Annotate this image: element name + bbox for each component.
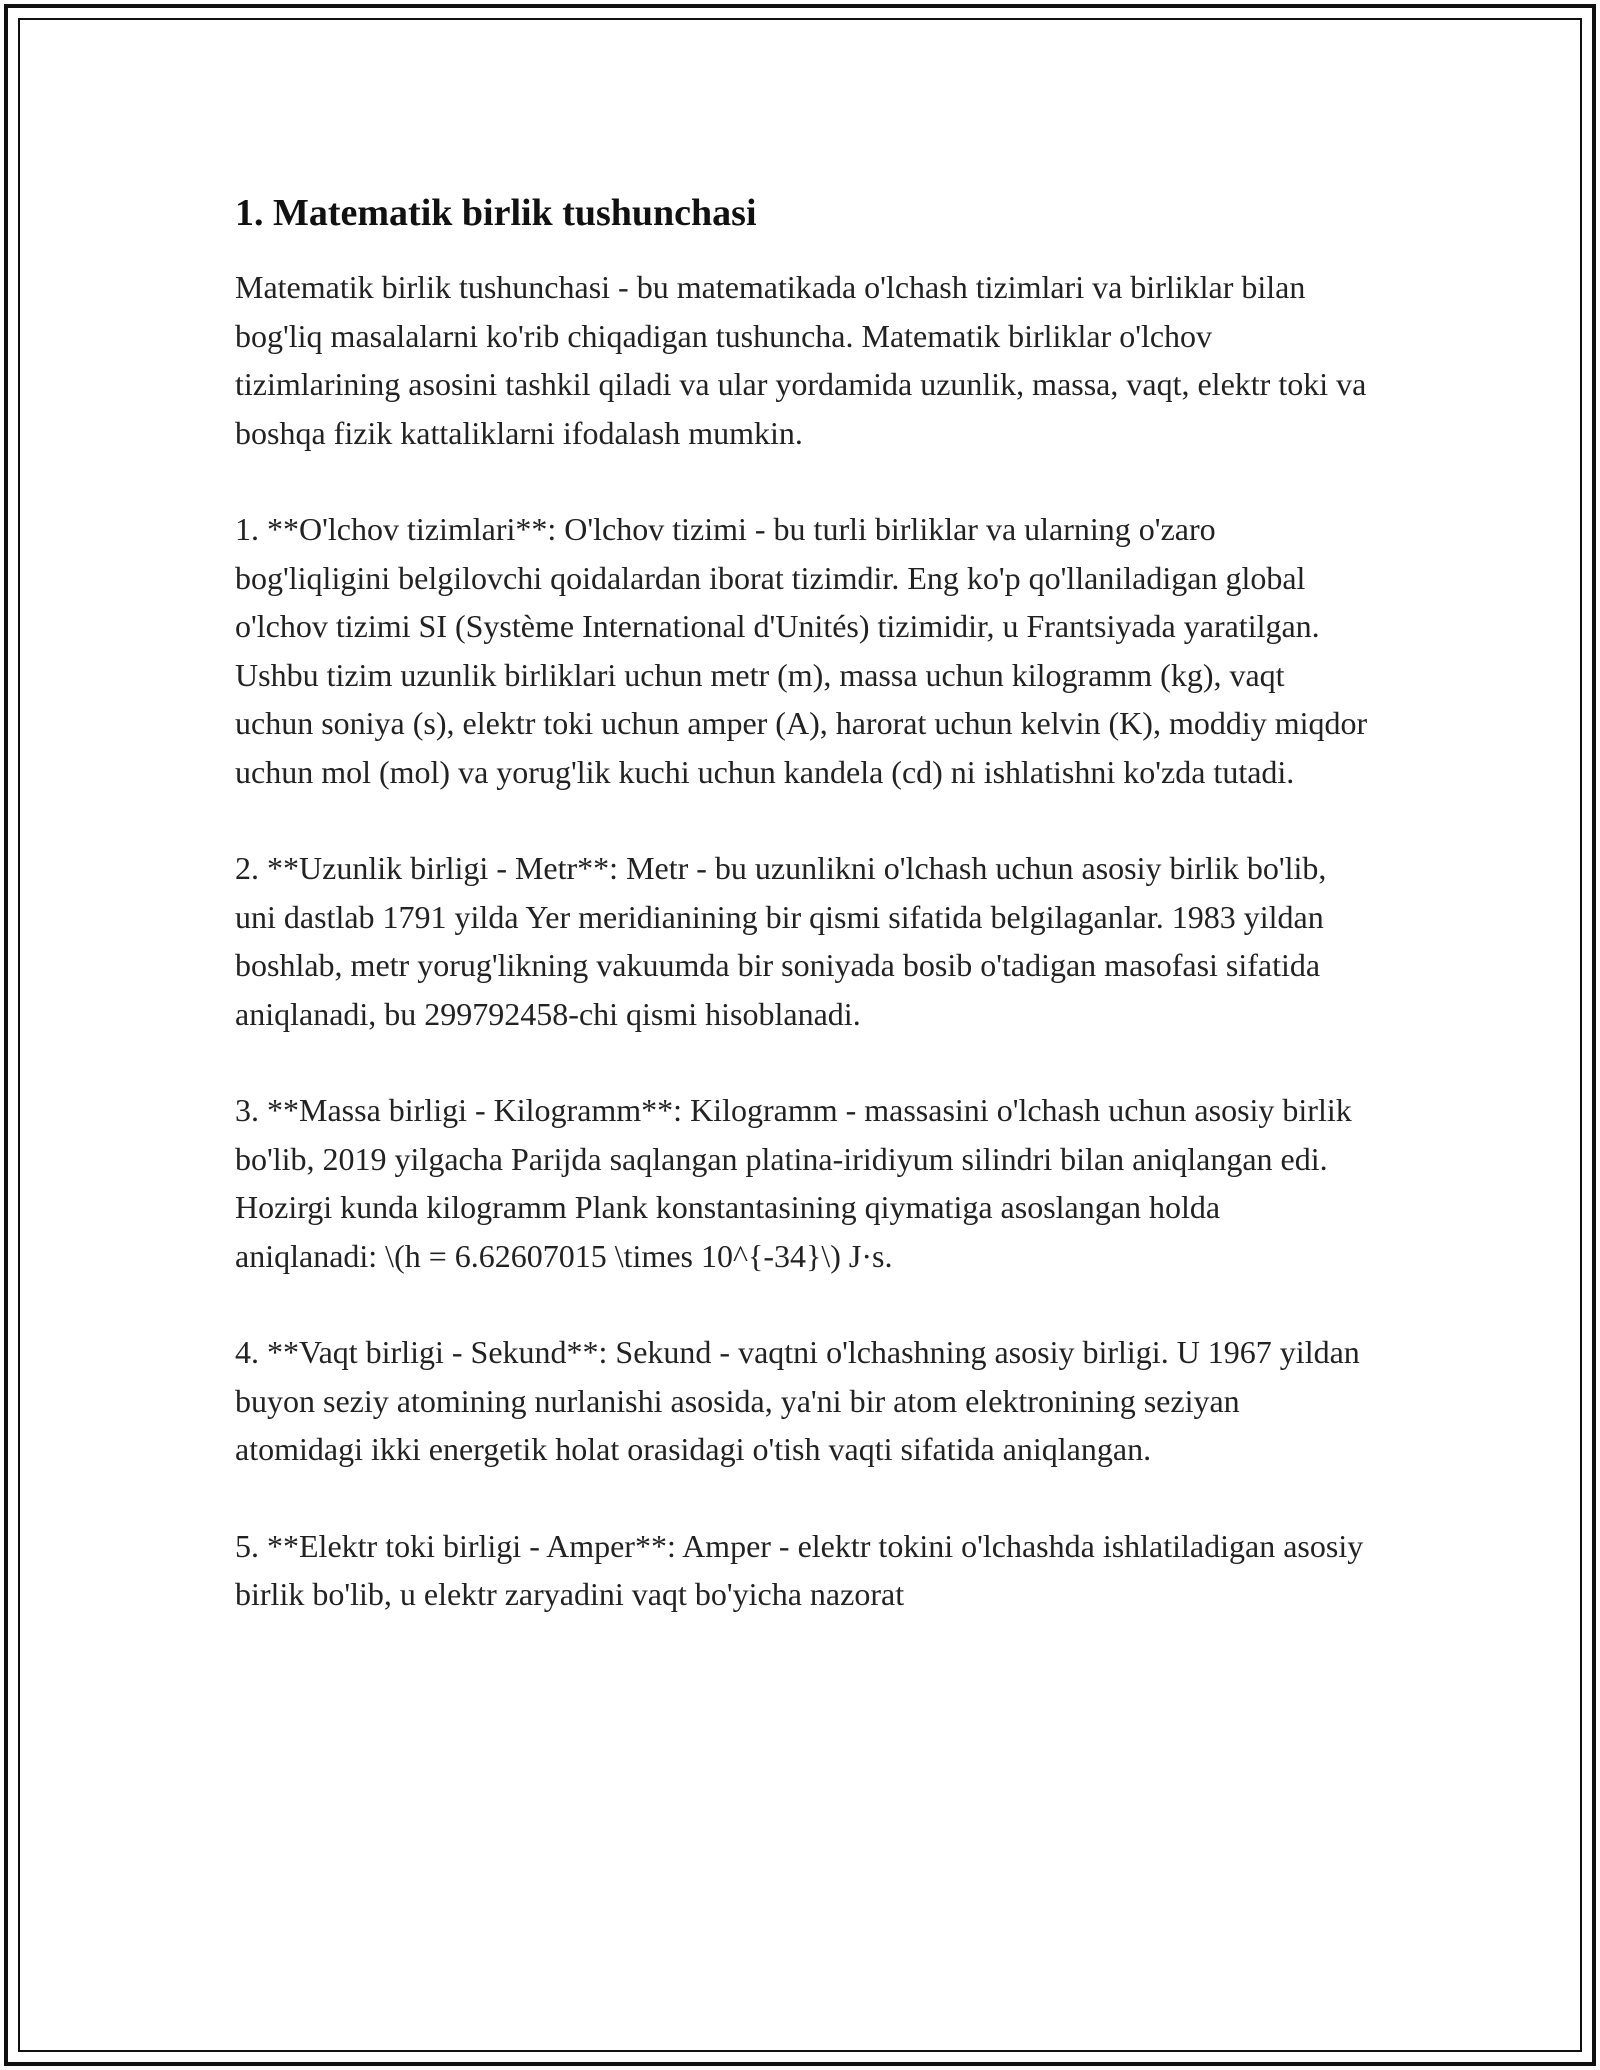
- paragraph-current-unit-ampere: 5. **Elektr toki birligi - Amper**: Amper - elektr tokini o'lchashda ishlatiladigan asosiy birlik bo'lib, u elektr zaryadini vaqt bo'yicha nazorat: [235, 1527, 1364, 1612]
- paragraph-mass-unit-kilogram: 3. **Massa birligi - Kilogramm**: Kilogramm - massasini o'lchash uchun asosiy birlik bo'lib, 2019 yilgacha Parijda saqlangan platina-iridiyum silindri bilan aniqlangan edi. Hozirgi kunda kilogramm Plank konstantasining qiymatiga asoslangan holda aniqlanadi: \(h = 6.62607015 \times 10^{-34}\) J·s.: [235, 1092, 1352, 1274]
- paragraph-measurement-systems: 1. **O'lchov tizimlari**: O'lchov tizimi - bu turli birliklar va ularning o'zaro bog'liqligini belgilovchi qoidalardan iborat tizimdir. Eng ko'p qo'llaniladigan global o'lchov tizimi SI (Système International d'Unités) tizimidir, u Frantsiyada yaratilgan. Ushbu tizim uzunlik birliklari uchun metr (m), massa uchun kilogramm (kg), vaqt uchun soniya (s), elektr toki uchun amper (A), harorat uchun kelvin (K), moddiy miqdor uchun mol (mol) va yorug'lik kuchi uchun kandela (cd) ni ishlatishni ko'zda tutadi.: [235, 511, 1368, 790]
- document-body: [235, 185, 1370, 1667]
- paragraph-time-unit-second: 4. **Vaqt birligi - Sekund**: Sekund - vaqtni o'lchashning asosiy birligi. U 1967 yildan buyon seziy atomining nurlanishi asosida, ya'ni bir atom elektronining seziyan atomidagi ikki energetik holat orasidagi o'tish vaqti sifatida aniqlangan.: [235, 1334, 1360, 1467]
- paragraph-intro: Matematik birlik tushunchasi - bu matematikada o'lchash tizimlari va birliklar bilan bog'liq masalalarni ko'rib chiqadigan tushuncha. Matematik birliklar o'lchov tizimlarining asosini tashkil qiladi va ular yordamida uzunlik, massa, vaqt, elektr toki va boshqa fizik kattaliklarni ifodalash mumkin.: [235, 269, 1367, 451]
- section-title: 1. Matematik birlik tushunchasi: [235, 192, 757, 234]
- paragraph-length-unit-metre: 2. **Uzunlik birligi - Metr**: Metr - bu uzunlikni o'lchash uchun asosiy birlik bo'lib, uni dastlab 1791 yilda Yer meridianining bir qismi sifatida belgilaganlar. 1983 yildan boshlab, metr yorug'likning vakuumda bir soniyada bosib o'tadigan masofasi sifatida aniqlanadi, bu 299792458-chi qismi hisoblanadi.: [235, 850, 1327, 1032]
